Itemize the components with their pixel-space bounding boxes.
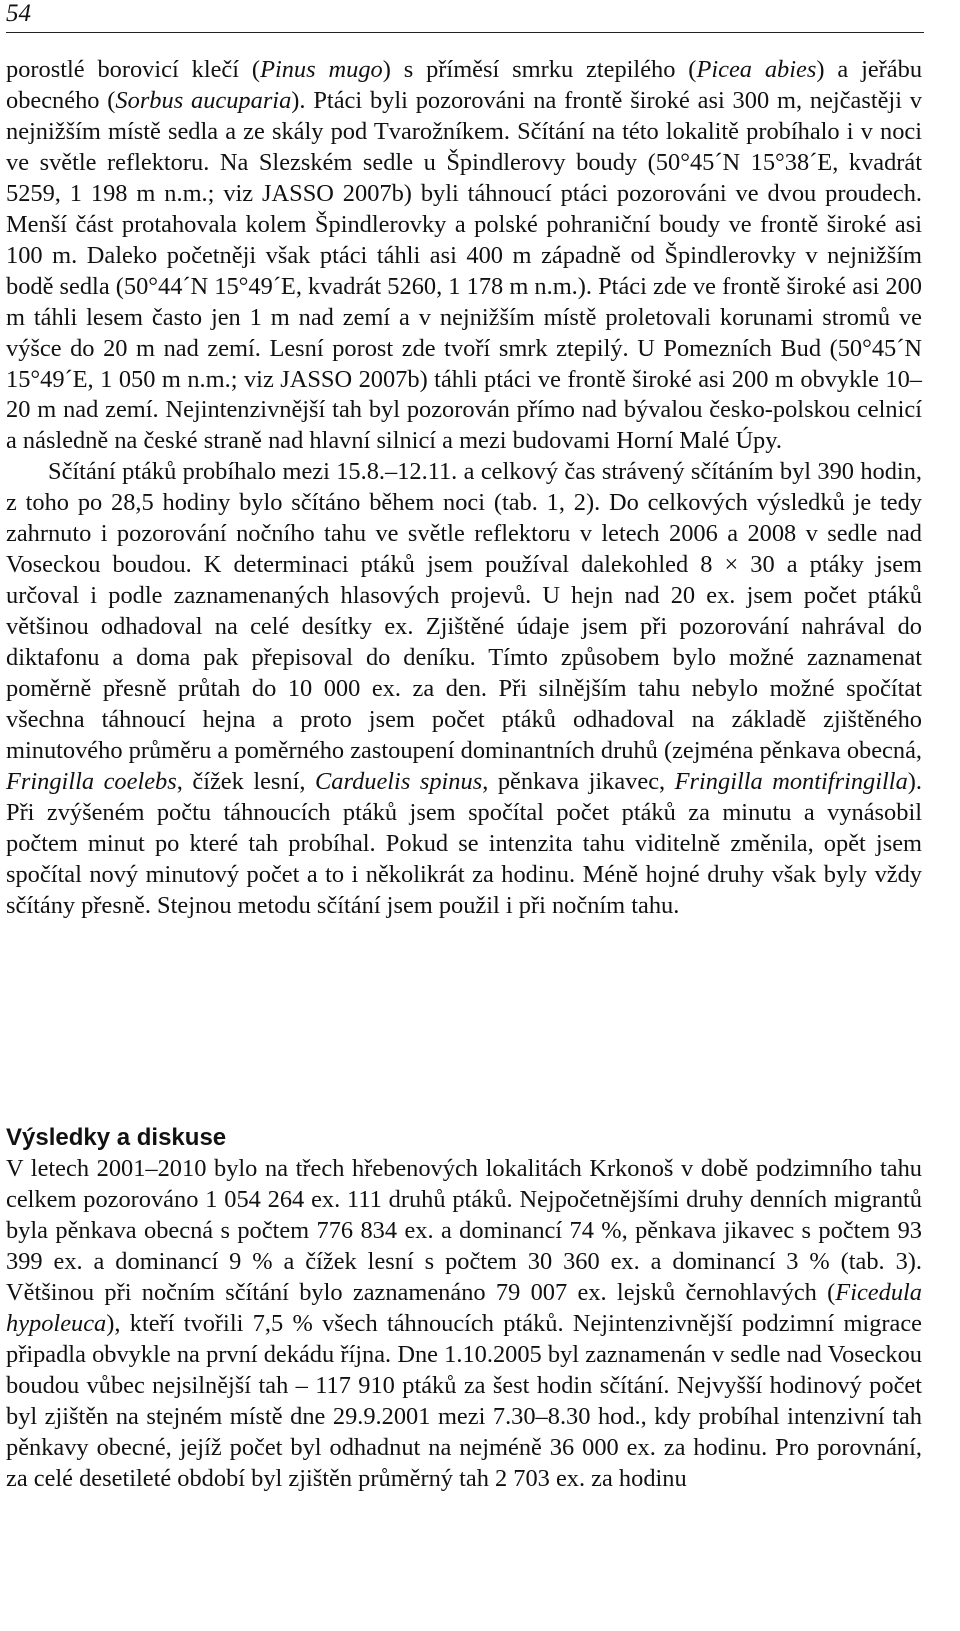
section-heading-results: Výsledky a diskuse	[6, 1124, 227, 1151]
methods-section	[6, 55, 922, 922]
page-number: 54	[6, 0, 31, 27]
methods-paragraph-1: porostlé borovicí klečí (Pinus mugo) s příměsí smrku ztepilého (Picea abies) a jeřábu obecného (Sorbus aucuparia). Ptáci byli pozorováni na frontě široké asi 300 m, nejčastěji v nejnižším místě sedla a ze skály pod Tvarožníkem. Sčítání na této lokalitě probíhalo i v noci ve světle reflektoru. Na Slezském sedle u Špindlerovy boudy (50°45´N 15°38´E, kvadrát 5259, 1 198 m n.m.; viz JASSO 2007b) byli táhnoucí ptáci pozorováni ve dvou proudech. Menší část protahovala kolem Špindlerovky a polské pohraniční boudy ve frontě široké asi 100 m. Daleko početněji však ptáci táhli asi 400 m západně od Špindlerovky v nejnižším bodě sedla (50°44´N 15°49´E, kvadrát 5260, 1 178 m n.m.). Ptáci zde ve frontě široké asi 200 m táhli lesem často jen 1 m nad zemí a v nejnižším místě proletovali korunami stromů ve výšce do 20 m nad zemí. Lesní porost zde tvoří smrk ztepilý. U Pomezních Bud (50°45´N 15°49´E, 1 050 m n.m.; viz JASSO 2007b) táhli ptáci ve frontě široké asi 200 m obvykle 10–20 m nad zemí. Nejintenzivnější tah byl pozorován přímo nad bývalou česko-polskou celnicí a následně na české straně nad hlavní silnicí a mezi budovami Horní Malé Úpy.	[6, 56, 923, 455]
results-paragraph: V letech 2001–2010 bylo na třech hřebenových lokalitách Krkonoš v době podzimního tahu celkem pozorováno 1 054 264 ex. 111 druhů ptáků. Nejpočetnějšími druhy denních migrantů byla pěnkava obecná s počtem 776 834 ex. a dominancí 74 %, pěnkava jikavec s počtem 93 399 ex. a dominancí 9 % a čížek lesní s počtem 30 360 ex. a dominancí 3 % (tab. 3). Většinou při nočním sčítání bylo zaznamenáno 79 007 ex. lejsků černohlavých (Ficedula hypoleuca), kteří tvořili 7,5 % všech táhnoucích ptáků. Nejintenzivnější podzimní migrace připadla obvykle na první dekádu října. Dne 1.10.2005 byl zaznamenán v sedle nad Voseckou boudou vůbec nejsilnější tah – 117 910 ptáků za šest hodin sčítání. Nejvyšší hodinový počet byl zjištěn na stejném místě dne 29.9.2001 mezi 7.30–8.30 hod., kdy probíhal intenzivní tah pěnkavy obecné, jejíž počet byl odhadnut na nejméně 36 000 ex. za hodinu. Pro porovnání, za celé desetileté období byl zjištěn průměrný tah 2 703 ex. za hodinu	[6, 1155, 922, 1492]
page-header	[6, 0, 924, 33]
results-section	[6, 1154, 922, 1494]
methods-paragraph-2: Sčítání ptáků probíhalo mezi 15.8.–12.11. a celkový čas strávený sčítáním byl 390 hodin, z toho po 28,5 hodiny bylo sčítáno během noci (tab. 1, 2). Do celkových výsledků je tedy zahrnuto i pozorování nočního tahu ve světle reflektoru v letech 2006 a 2008 v sedle nad Voseckou boudou. K determinaci ptáků jsem používal dalekohled 8 × 30 a ptáky jsem určoval i podle zaznamenaných hlasových projevů. U hejn nad 20 ex. jsem počet ptáků většinou odhadoval na celé desítky ex. Zjištěné údaje jsem při pozorování nahrával do diktafonu a doma pak přepisoval do deníku. Tímto způsobem bylo možné zaznamenat poměrně přesně průtah do 10 000 ex. za den. Při silnějším tahu nebylo možné spočítat všechna táhnoucí hejna a proto jsem počet ptáků odhadoval na základě zjištěného minutového průměru a poměrného zastoupení dominantních druhů (zejména pěnkava obecná, Fringilla coelebs, čížek lesní, Carduelis spinus, pěnkava jikavec, Fringilla montifringilla). Při zvýšeném počtu táhnoucích ptáků jsem spočítal počet ptáků za minutu a vynásobil počtem minut po které tah probíhal. Pokud se intenzita tahu viditelně změnila, opět jsem spočítal nový minutový počet a to i několikrát za hodinu. Méně hojné druhy však byly vždy sčítány přesně. Stejnou metodu sčítání jsem použil i při nočním tahu.	[6, 458, 922, 919]
